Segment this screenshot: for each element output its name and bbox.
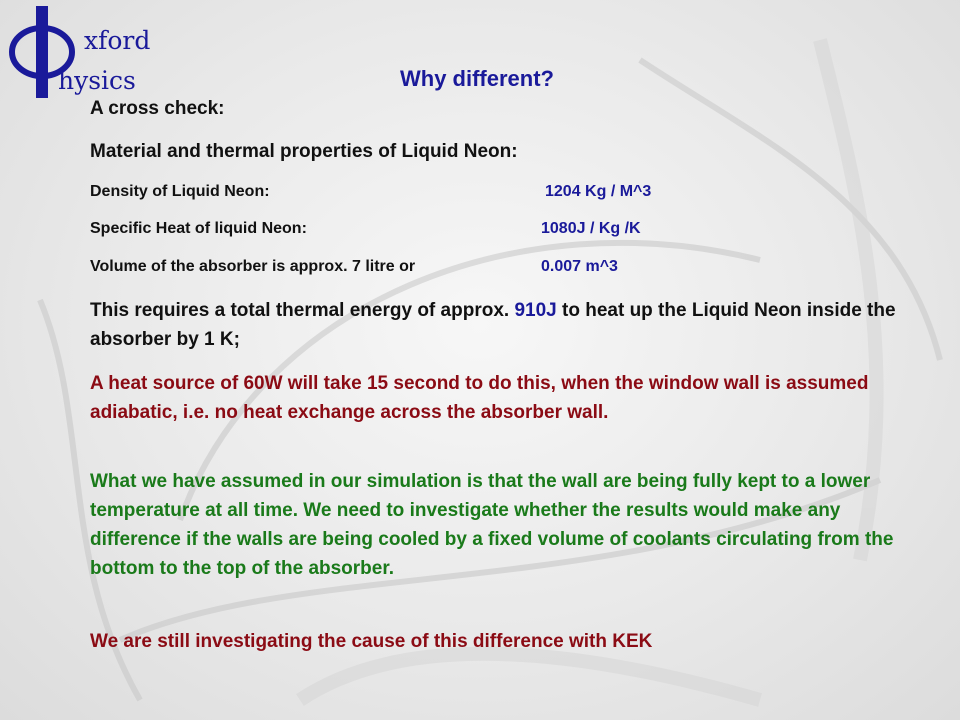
volume-value: 0.007 m^3 bbox=[541, 258, 618, 275]
energy-text-part1: This requires a total thermal energy of approx. bbox=[90, 300, 515, 321]
energy-value: 910J bbox=[514, 300, 557, 321]
conclusion-paragraph: We are still investigating the cause of this difference with KEK bbox=[90, 631, 653, 652]
specific-heat-label: Specific Heat of liquid Neon: bbox=[90, 220, 307, 237]
energy-text-part2: to heat up the Liquid Neon inside the absorber by 1 K; bbox=[90, 300, 896, 350]
specific-heat-value: 1080J / Kg /K bbox=[541, 220, 641, 237]
heat-source-paragraph: A heat source of 60W will take 15 second to do this, when the window wall is assumed adiabatic, i.e. no heat exchange across the absorber wall. bbox=[90, 373, 869, 423]
cross-check-heading: A cross check: bbox=[90, 98, 225, 119]
density-value: 1204 Kg / M^3 bbox=[545, 183, 652, 200]
slide-title: Why different? bbox=[400, 66, 554, 91]
simulation-paragraph: What we have assumed in our simulation is that the wall are being fully kept to a lower temperature at all time. We need to investigate whether the results would make any difference if the walls are being cooled by a fixed volume of coolants circulating from the bottom to the top of the absorber. bbox=[90, 471, 894, 579]
properties-heading: Material and thermal properties of Liquid Neon: bbox=[90, 141, 518, 162]
energy-paragraph bbox=[90, 296, 920, 354]
volume-label: Volume of the absorber is approx. 7 litre or bbox=[90, 258, 416, 275]
density-label: Density of Liquid Neon: bbox=[90, 183, 270, 200]
logo-word-hysics: hysics bbox=[58, 66, 136, 95]
logo-word-xford: xford bbox=[84, 26, 151, 55]
